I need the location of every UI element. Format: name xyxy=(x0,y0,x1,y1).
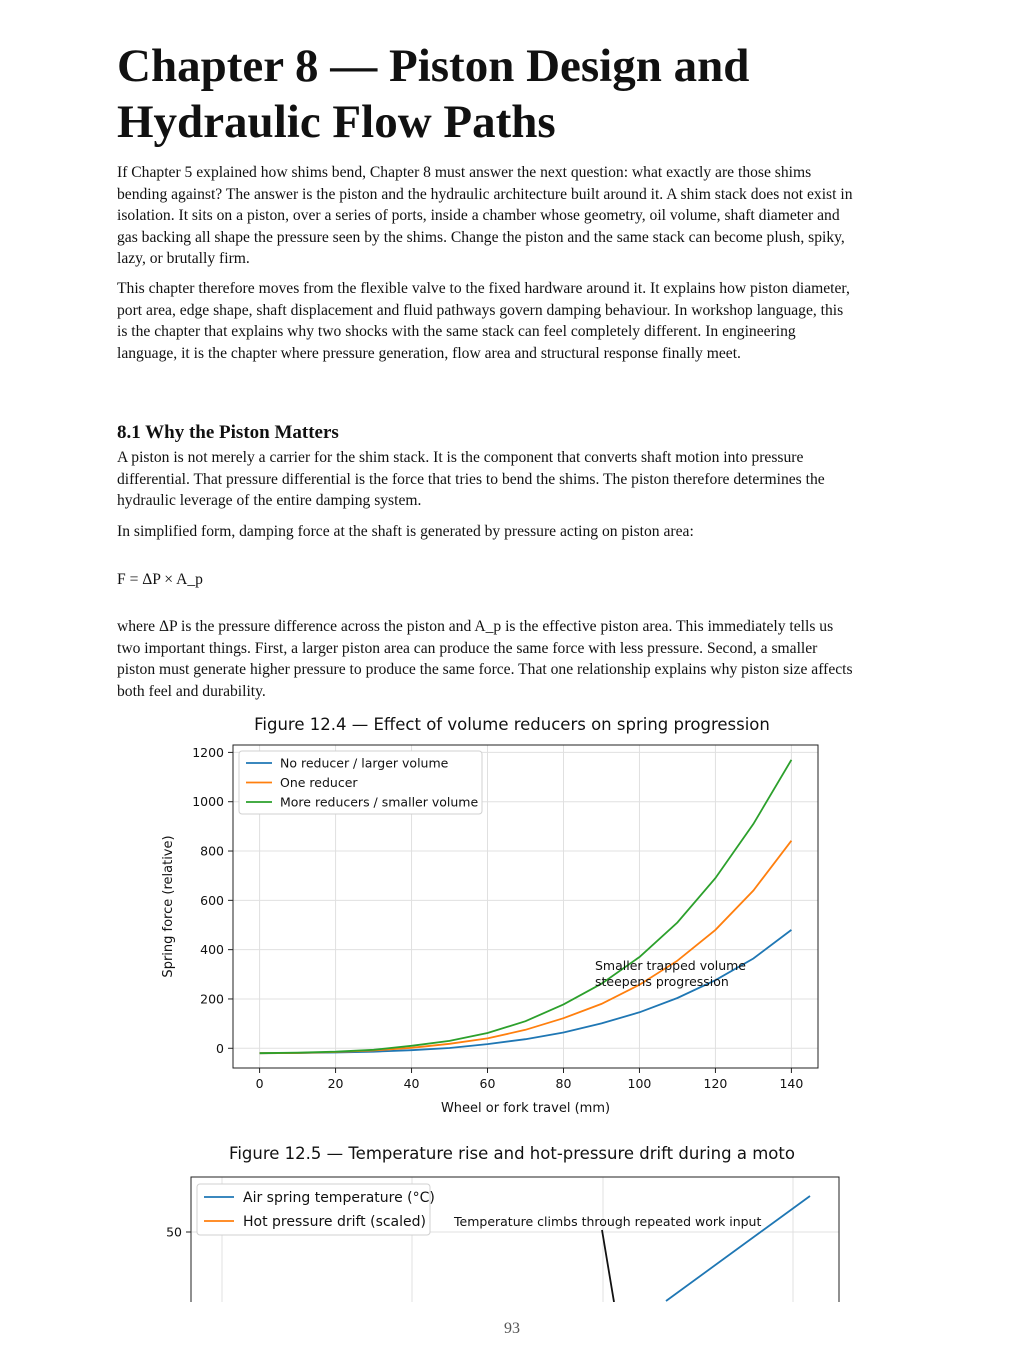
legend-label-1: One reducer xyxy=(280,775,358,790)
x-tick-label: 80 xyxy=(555,1076,572,1091)
x-tick-label: 20 xyxy=(327,1076,344,1091)
section-heading: 8.1 Why the Piston Matters xyxy=(117,422,339,443)
series-line-0 xyxy=(666,1196,810,1301)
x-tick-label: 40 xyxy=(403,1076,420,1091)
annotation-text-1: Smaller trapped volume xyxy=(595,958,746,973)
y-tick-label: 1200 xyxy=(192,744,224,760)
y-tick-label: 0 xyxy=(216,1040,224,1056)
figure-12-4-title: Figure 12.4 — Effect of volume reducers on spring progression xyxy=(254,715,770,734)
y-axis-label: Spring force (relative) xyxy=(161,835,176,978)
x-tick-label: 100 xyxy=(627,1076,652,1091)
annotation-text: Temperature climbs through repeated work input xyxy=(454,1214,762,1229)
y-tick-label: 200 xyxy=(200,991,224,1007)
x-axis-label: Wheel or fork travel (mm) xyxy=(440,1101,611,1116)
section-paragraph-2: In simplified form, damping force at the shaft is generated by pressure acting on piston area: xyxy=(117,523,694,540)
y-tick-label: 50 xyxy=(166,1224,182,1240)
equation: F = ΔP × A_p xyxy=(117,571,203,588)
y-tick-label: 800 xyxy=(200,843,224,859)
section-paragraph-3: where ΔP is the pressure difference across the piston and A_p is the effective piston area. This immediately tells us two important things. First, a larger piston area can produce the same force with less pressure. Second, a smaller piston must generate higher pressure to produce the same force. That one relationship explains why piston size affects both feel and durability. xyxy=(117,618,853,700)
x-tick-label: 0 xyxy=(255,1076,264,1091)
intro-paragraph-1: If Chapter 5 explained how shims bend, Chapter 8 must answer the next question: what exactly are those shims bending against? The answer is the piston and the hydraulic architecture built around it. A shim stack does not exist in isolation. It sits on a piston, over a series of ports, inside a chamber whose geometry, oil volume, shaft diameter and gas backing all shape the pressure seen by the shims. Change the piston and the same stack can become plush, spiky, lazy, or brutally firm. xyxy=(117,164,853,268)
intro-paragraph-2: This chapter therefore moves from the flexible valve to the fixed hardware around it. It explains how piston diameter, port area, edge shape, shaft displacement and fluid pathways govern damping behaviour. In workshop language, this is the chapter that explains why two shocks with the same stack can feel completely different. In engineering language, it is the chapter where pressure generation, flow area and structural response finally meet. xyxy=(117,280,850,362)
figure-12-5-title: Figure 12.5 — Temperature rise and hot-pressure drift during a moto xyxy=(229,1144,795,1163)
legend-label-2: More reducers / smaller volume xyxy=(280,794,479,810)
page-number: 93 xyxy=(504,1320,520,1337)
series-line-0 xyxy=(260,930,792,1053)
y-tick-label: 400 xyxy=(200,942,224,958)
y-tick-label: 600 xyxy=(200,892,224,908)
x-tick-label: 60 xyxy=(479,1076,496,1091)
legend-label-0: No reducer / larger volume xyxy=(280,755,449,771)
y-tick-label: 1000 xyxy=(192,794,224,810)
chapter-title: Chapter 8 — Piston Design and Hydraulic Flow Paths xyxy=(117,40,750,148)
x-tick-label: 120 xyxy=(703,1076,728,1091)
x-tick-label: 140 xyxy=(779,1076,804,1091)
legend-label-1: Hot pressure drift (scaled) xyxy=(243,1214,426,1230)
section-paragraph-1: A piston is not merely a carrier for the shim stack. It is the component that converts shaft motion into pressure differential. That pressure differential is the force that tries to bend the shims. The piston therefore determines the hydraulic leverage of the entire damping system. xyxy=(117,449,825,510)
annotation-arrow xyxy=(602,1230,614,1302)
figure-12-4-chart xyxy=(0,740,1024,1130)
figure-12-5-chart xyxy=(0,1170,1024,1302)
legend-label-0: Air spring temperature (°C) xyxy=(243,1190,435,1206)
annotation-text-2: steepens progression xyxy=(595,974,729,989)
